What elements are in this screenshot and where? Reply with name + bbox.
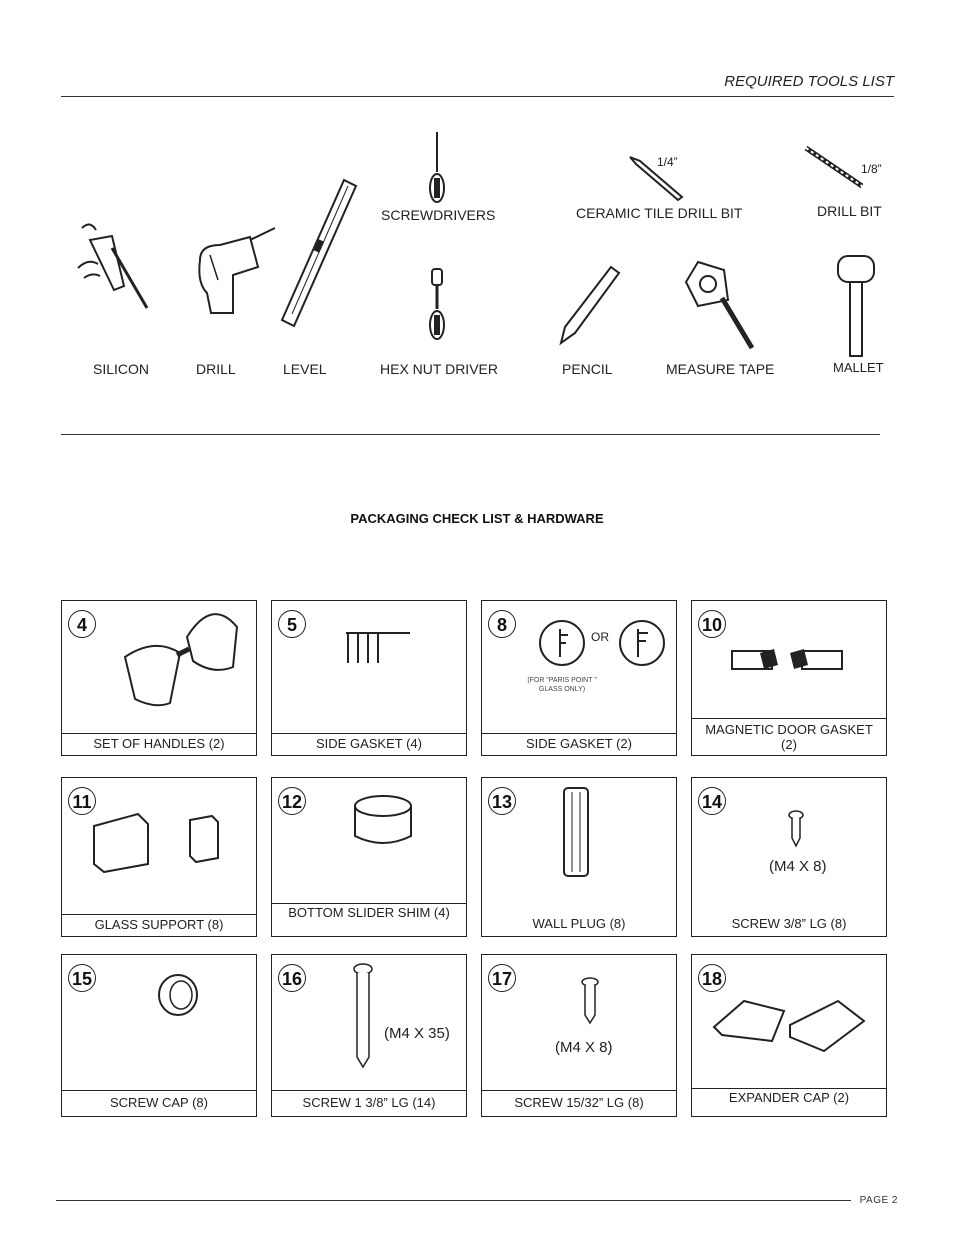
section-title-packaging: PACKAGING CHECK LIST & HARDWARE [350,511,604,526]
mallet-icon [836,254,880,358]
item-caption: SCREW 3/8” LG (8) [731,916,847,931]
tool-label-silicon: SILICON [93,361,150,377]
item-number: 17 [488,964,516,992]
bottom-slider-shim-icon [352,792,414,848]
glass-support-icon [90,806,230,876]
hex-nut-driver-icon [425,267,449,342]
item-caption: SCREW 1 3/8” LG (14) [272,1090,466,1116]
item-number: 12 [278,787,306,815]
item-number: 5 [278,610,306,638]
hardware-card-16 [271,954,467,1117]
silicon-gun-icon [72,218,162,318]
handles-icon [117,607,247,717]
item-number: 18 [698,964,726,992]
tool-label-screwdrivers: SCREWDRIVERS [381,207,496,223]
pencil-icon [555,263,625,348]
item-number: 4 [68,610,96,638]
screw-spec: (M4 X 8) [555,1039,613,1056]
hardware-card-5 [271,600,467,756]
tool-label-level: LEVEL [283,361,327,377]
side-gasket-profile-icon [538,619,590,671]
hardware-card-10 [691,600,887,756]
side-gasket-icon [344,629,414,669]
footer-divider [56,1200,851,1201]
screw-long-icon [352,963,374,1069]
drill-icon [190,225,280,320]
item-caption: GLASS SUPPORT (8) [62,914,256,936]
item-number: 15 [68,964,96,992]
tool-label-mallet: MALLET [833,360,884,375]
tool-label-pencil: PENCIL [562,361,613,377]
item-caption: SIDE GASKET (2) [482,733,676,755]
item-number: 14 [698,787,726,815]
hardware-card-4 [61,600,257,756]
hardware-card-12 [271,777,467,937]
item-caption: SIDE GASKET (4) [272,733,466,755]
screw-spec: (M4 X 8) [769,858,827,875]
expander-cap-icon [710,997,870,1059]
hardware-card-15 [61,954,257,1117]
screwdriver-icon [425,130,449,205]
page-number: PAGE 2 [859,1195,898,1206]
tool-label-drill: DRILL [196,361,236,377]
screw-cap-icon [157,973,199,1017]
wall-plug-icon [560,786,594,880]
level-icon [280,176,360,326]
measure-tape-icon [682,258,762,356]
item-number: 11 [68,787,96,815]
tool-label-measure-tape: MEASURE TAPE [666,361,775,377]
paris-point-note: (FOR “PARIS POINT ” GLASS ONLY) [527,677,597,693]
screw-spec: (M4 X 35) [384,1025,450,1042]
item-caption: SET OF HANDLES (2) [62,733,256,755]
header-divider [61,96,894,97]
magnetic-door-gasket-icon [730,645,844,675]
or-label: OR [591,630,609,644]
hardware-card-18 [691,954,887,1117]
tools-section-divider [61,434,880,435]
item-caption: EXPANDER CAP (2) [692,1088,886,1116]
hardware-card-17 [481,954,677,1117]
item-caption: WALL PLUG (8) [532,916,626,931]
ceramic-bit-size: 1/4” [657,155,678,169]
item-caption: MAGNETIC DOOR GASKET (2) [692,718,886,755]
screw-short-icon [788,810,804,848]
item-number: 8 [488,610,516,638]
item-caption: BOTTOM SLIDER SHIM (4) [272,903,466,936]
hardware-card-14 [691,777,887,937]
drill-bit-icon [804,144,866,190]
tool-label-drill-bit: DRILL BIT [817,203,882,219]
hardware-card-11 [61,777,257,937]
tool-label-ceramic-tile-drill-bit: CERAMIC TILE DRILL BIT [576,205,743,221]
drill-bit-size: 1/8” [861,162,882,176]
item-number: 13 [488,787,516,815]
item-number: 16 [278,964,306,992]
section-title-tools: REQUIRED TOOLS LIST [724,73,894,90]
side-gasket-alt-profile-icon [618,619,670,671]
hardware-card-13 [481,777,677,937]
item-caption: SCREW CAP (8) [62,1090,256,1116]
item-caption: SCREW 15/32” LG (8) [482,1090,676,1116]
tool-label-hex-nut-driver: HEX NUT DRIVER [380,361,498,377]
hardware-card-8 [481,600,677,756]
item-number: 10 [698,610,726,638]
screw-medium-icon [581,977,599,1025]
